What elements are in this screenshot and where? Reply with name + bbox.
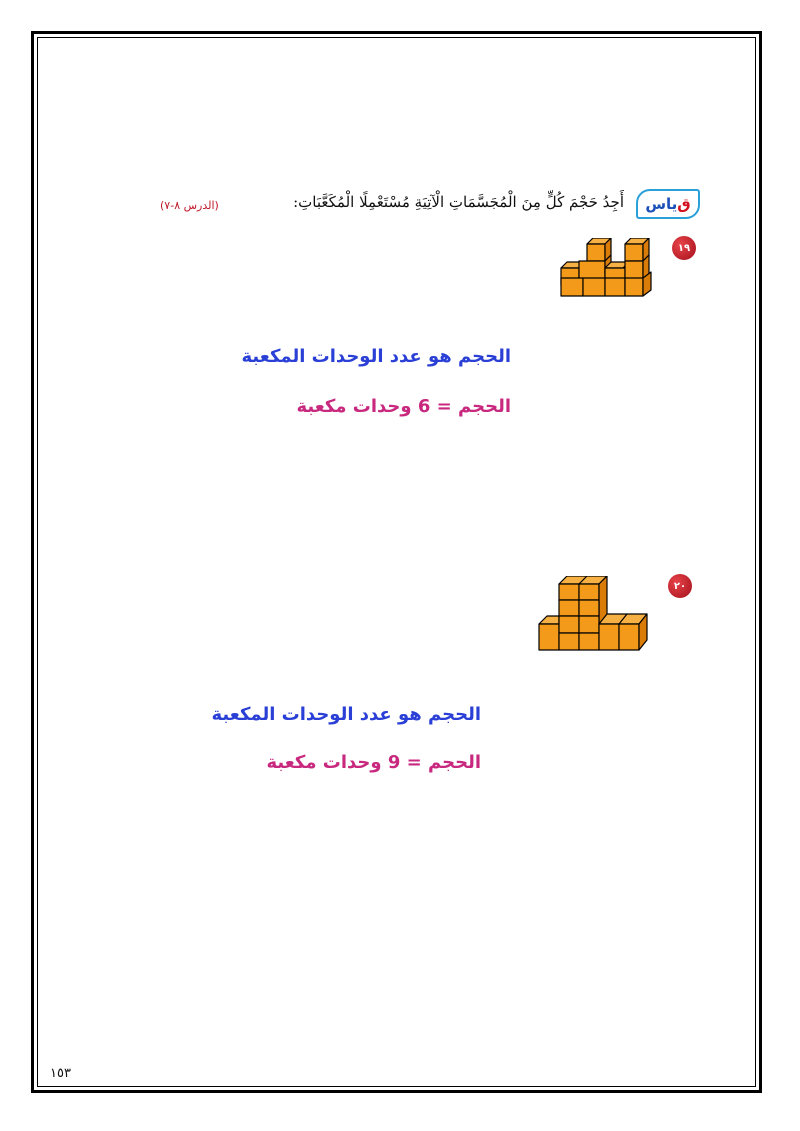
question-number-badge: ٢٠: [668, 574, 692, 598]
badge-text-part2: ياس: [645, 195, 678, 213]
answer-definition-20: الحجم هو عدد الوحدات المكعبة: [211, 704, 481, 725]
answer-definition-19: الحجم هو عدد الوحدات المكعبة: [241, 346, 511, 367]
measurement-badge: [636, 189, 700, 219]
exercise-header: [160, 185, 700, 225]
cube-figure-1: [555, 238, 659, 298]
question-number-badge: ١٩: [672, 236, 696, 260]
lesson-reference: (الدرس ٨-٧): [160, 199, 219, 212]
cube-figure-2: [535, 576, 653, 653]
page-number: ١٥٣: [50, 1066, 71, 1081]
instruction-text: أَجِدُ حَجْمَ كُلٍّ مِنَ الْمُجَسَّمَاتِ الْآتِيَةِ مُسْتَعْمِلًا الْمُكَعَّبَاتِ:: [293, 193, 624, 211]
answer-result-19: الحجم = 6 وحدات مكعبة: [296, 396, 511, 417]
answer-result-20: الحجم = 9 وحدات مكعبة: [266, 752, 481, 773]
badge-text-part1: ق: [677, 195, 691, 213]
